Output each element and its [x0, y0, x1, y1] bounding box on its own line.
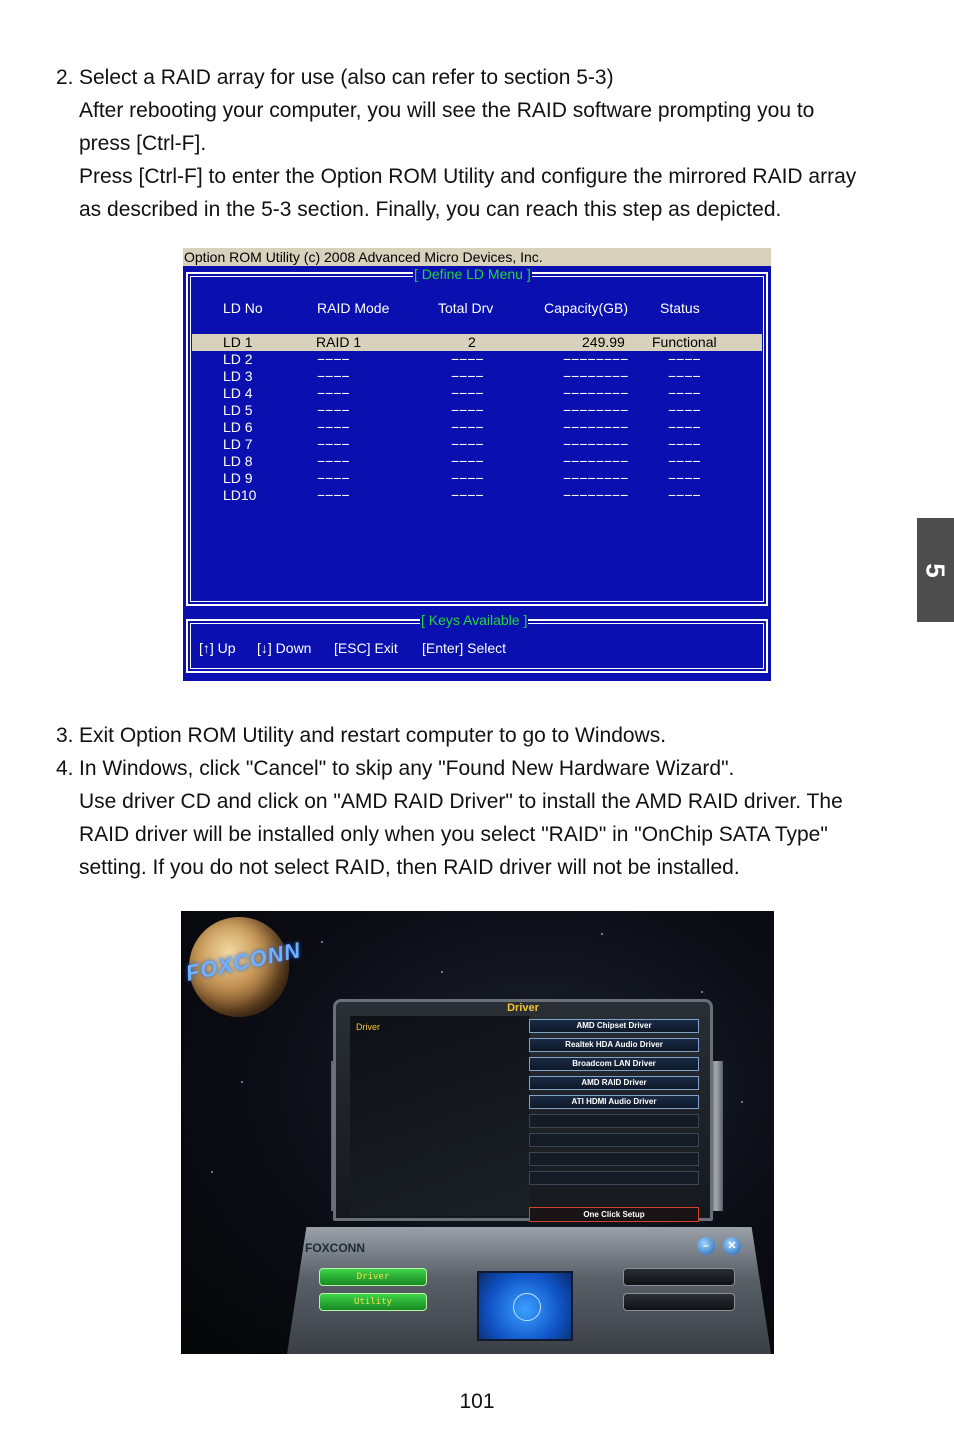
empty-driver-slot [529, 1114, 699, 1128]
amd-chipset-driver-button[interactable]: AMD Chipset Driver [529, 1019, 699, 1033]
status: −−−− [668, 419, 701, 435]
step-number: 4. [56, 757, 74, 780]
bios-title-bar: Option ROM Utility (c) 2008 Advanced Micro Devices, Inc. [183, 248, 771, 266]
step-2 [56, 61, 916, 226]
ld-row[interactable] [192, 436, 762, 453]
capacity: −−−−−−−− [563, 453, 629, 469]
step-text-line: Select a RAID array for use (also can refer to section 5-3) [79, 66, 614, 89]
ld-row[interactable] [192, 385, 762, 402]
capacity: −−−−−−−− [563, 436, 629, 452]
header-capacity: Capacity(GB) [544, 300, 629, 316]
panel-corner-label: Driver [356, 1022, 380, 1032]
utility-menu-button[interactable]: Utility [319, 1293, 427, 1311]
total-drv: −−−− [451, 470, 484, 486]
step-text-line: Exit Option ROM Utility and restart computer to go to Windows. [79, 724, 667, 747]
raid-mode: −−−− [317, 368, 350, 384]
raid-mode: −−−− [317, 402, 350, 418]
ld-row[interactable] [192, 351, 762, 368]
header-status: Status [660, 300, 700, 316]
step-text-line: RAID driver will be installed only when you select "RAID" in "OnChip SATA Type" [79, 823, 828, 846]
foxconn-logo: FOXCONN [183, 937, 304, 986]
realtek-hda-audio-driver-button[interactable]: Realtek HDA Audio Driver [529, 1038, 699, 1052]
total-drv: 2 [468, 334, 476, 350]
star [241, 1081, 243, 1083]
ld-row[interactable] [192, 368, 762, 385]
header-ld-no: LD No [223, 300, 263, 316]
ld-number: LD 2 [223, 351, 253, 367]
option-rom-utility-screenshot [183, 248, 771, 681]
key-down: [↓] Down [257, 640, 312, 656]
total-drv: −−−− [451, 487, 484, 503]
driver-menu-button[interactable]: Driver [319, 1268, 427, 1286]
capacity: −−−−−−−− [563, 368, 629, 384]
status: −−−− [668, 385, 701, 401]
total-drv: −−−− [451, 368, 484, 384]
blank-menu-button[interactable] [623, 1293, 735, 1311]
blank-menu-button[interactable] [623, 1268, 735, 1286]
ld-row[interactable] [192, 453, 762, 470]
raid-mode: RAID 1 [316, 334, 362, 350]
raid-mode: −−−− [317, 470, 350, 486]
ati-hdmi-audio-driver-button[interactable]: ATI HDMI Audio Driver [529, 1095, 699, 1109]
amd-raid-driver-button[interactable]: AMD RAID Driver [529, 1076, 699, 1090]
ld-number: LD 7 [223, 436, 253, 452]
capacity: −−−−−−−− [563, 385, 629, 401]
ld-row-selected[interactable] [192, 334, 762, 351]
status: −−−− [668, 453, 701, 469]
raid-mode: −−−− [317, 487, 350, 503]
total-drv: −−−− [451, 351, 484, 367]
ld-number: LD 6 [223, 419, 253, 435]
step-text-line: After rebooting your computer, you will see the RAID software prompting you to [79, 99, 815, 122]
step-text-line: setting. If you do not select RAID, then RAID driver will not be installed. [79, 856, 740, 879]
empty-driver-slot [529, 1152, 699, 1166]
capacity: −−−−−−−− [563, 419, 629, 435]
step-4 [56, 752, 916, 884]
one-click-setup-button[interactable]: One Click Setup [529, 1207, 699, 1222]
key-up: [↑] Up [199, 640, 236, 656]
minimize-icon[interactable]: – [697, 1237, 715, 1255]
raid-mode: −−−− [317, 385, 350, 401]
empty-driver-slot [529, 1133, 699, 1147]
foxconn-base-logo: FOXCONN [305, 1241, 365, 1255]
status: −−−− [668, 368, 701, 384]
raid-mode: −−−− [317, 419, 350, 435]
star [211, 1171, 213, 1173]
capacity: −−−−−−−− [563, 487, 629, 503]
raid-mode: −−−− [317, 453, 350, 469]
star [321, 941, 323, 943]
star [701, 991, 703, 993]
total-drv: −−−− [451, 419, 484, 435]
step-number: 3. [56, 724, 74, 747]
panel-title: Driver [507, 1002, 539, 1014]
ld-number: LD 5 [223, 402, 253, 418]
ld-number: LD 1 [223, 334, 253, 350]
raid-mode: −−−− [317, 436, 350, 452]
star [601, 933, 603, 935]
key-select: [Enter] Select [422, 640, 507, 656]
driver-preview-screen [350, 1016, 530, 1216]
header-raid-mode: RAID Mode [317, 300, 390, 316]
ld-number: LD 3 [223, 368, 253, 384]
empty-driver-slot [529, 1171, 699, 1185]
capacity: 249.99 [582, 334, 625, 350]
capacity: −−−−−−−− [563, 402, 629, 418]
step-text-line: Press [Ctrl-F] to enter the Option ROM Utility and configure the mirrored RAID array [79, 165, 857, 188]
status: −−−− [668, 402, 701, 418]
ld-number: LD 9 [223, 470, 253, 486]
ld-number: LD 4 [223, 385, 253, 401]
step-3 [56, 719, 916, 752]
star [741, 1101, 743, 1103]
chapter-tab [917, 518, 954, 622]
step-text-line: Use driver CD and click on "AMD RAID Driver" to install the AMD RAID driver. The [79, 790, 843, 813]
capacity: −−−−−−−− [563, 470, 629, 486]
chapter-number: 5 [921, 562, 951, 578]
step-text-line: press [Ctrl-F]. [79, 132, 207, 155]
key-exit: [ESC] Exit [334, 640, 398, 656]
step-text-line: as described in the 5-3 section. Finally, you can reach this step as depicted. [79, 198, 782, 221]
radar-display [477, 1271, 573, 1341]
keys-available-label: [ Keys Available ] [421, 612, 528, 628]
total-drv: −−−− [451, 402, 484, 418]
step-text-line: In Windows, click "Cancel" to skip any "Found New Hardware Wizard". [79, 757, 735, 780]
total-drv: −−−− [451, 436, 484, 452]
define-ld-menu-label: [ Define LD Menu ] [414, 266, 531, 282]
header-total-drv: Total Drv [438, 300, 494, 316]
raid-mode: −−−− [317, 351, 350, 367]
page-number: 101 [459, 1390, 495, 1413]
star [441, 971, 443, 973]
status: Functional [652, 334, 717, 350]
ld-row[interactable] [192, 402, 762, 419]
status: −−−− [668, 436, 701, 452]
ld-row[interactable] [192, 470, 762, 487]
status: −−−− [668, 351, 701, 367]
close-icon[interactable]: ✕ [723, 1237, 741, 1255]
driver-installer-screenshot [181, 911, 774, 1354]
step-number: 2. [56, 66, 74, 89]
status: −−−− [668, 470, 701, 486]
status: −−−− [668, 487, 701, 503]
total-drv: −−−− [451, 385, 484, 401]
broadcom-lan-driver-button[interactable]: Broadcom LAN Driver [529, 1057, 699, 1071]
ld-row[interactable] [192, 419, 762, 436]
ld-row[interactable] [192, 487, 762, 504]
ld-number: LD10 [223, 487, 257, 503]
total-drv: −−−− [451, 453, 484, 469]
ld-number: LD 8 [223, 453, 253, 469]
capacity: −−−−−−−− [563, 351, 629, 367]
